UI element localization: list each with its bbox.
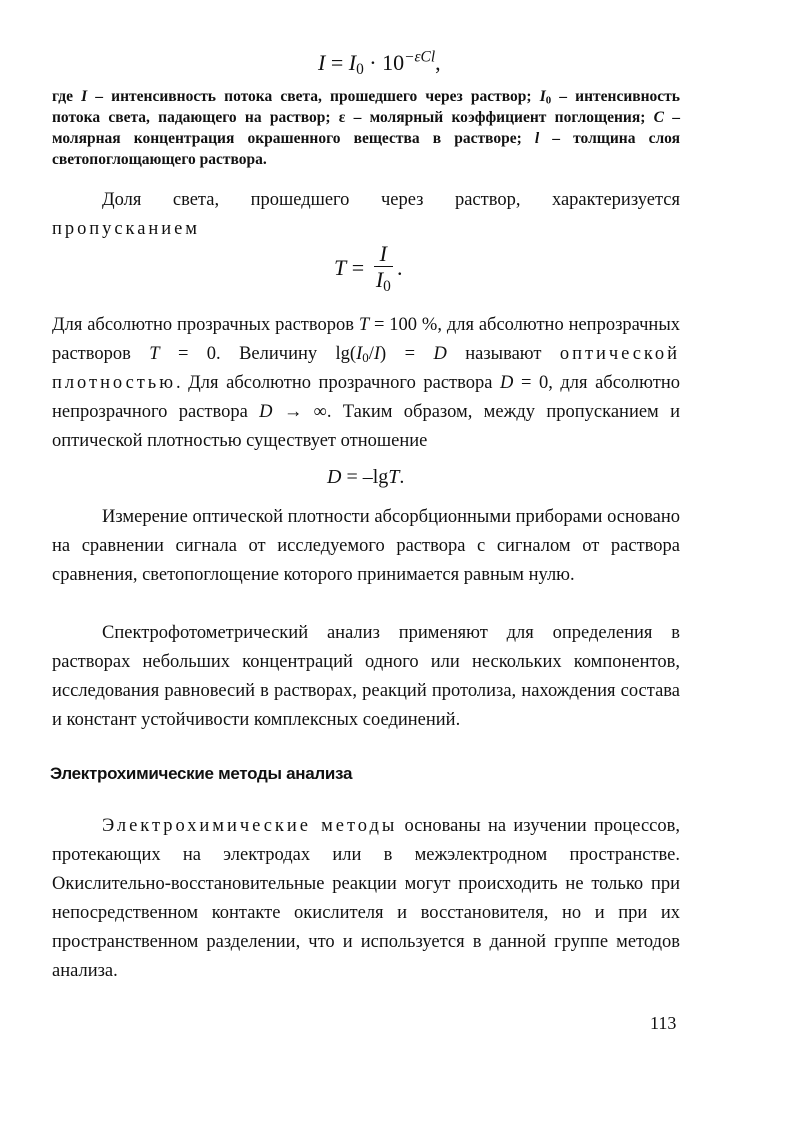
paragraph-transmittance: Доля света, прошедшего через раствор, характеризуется пропусканием	[52, 190, 680, 239]
formula-punct: ,	[435, 50, 441, 75]
density-formula: D = –lgT.	[327, 466, 405, 488]
fraction	[374, 242, 393, 293]
formula-var: I	[348, 50, 357, 75]
section-heading: Электрохимические методы анализа	[50, 764, 353, 783]
transmittance-formula	[334, 242, 403, 293]
paragraph-optical-density: Для абсолютно прозрачных растворов T = 100 %, для абсолютно непрозрачных растворов T = 0. Величину $\lg(I_0/I) = D$ называют оптической плотностью. Для абсолютно прозрачного раствора D = 0, для абсолютно непрозрачного раствора D → ∞. Таким образом, между пропусканием и оптической плотностью существует отношение	[52, 315, 680, 451]
intensity-formula	[318, 50, 441, 76]
paragraph-spectrophotometry: Спектрофотометрический анализ применяют для определения в растворах небольших концентраций одного или нескольких компонентов, исследования равновесий в растворах, реакций протолиза, нахождения состава и констант устойчивости комплексных соединений.	[52, 623, 680, 730]
term-optical-density: оптической плотностью	[52, 344, 680, 393]
page-number: 113	[650, 1013, 677, 1033]
formula-sign: =	[346, 254, 370, 280]
fraction-denominator: $I_0$	[375, 267, 391, 295]
term-electrochemical-methods: Электрохимические методы	[102, 816, 398, 836]
formula-base-ten: · 10	[363, 50, 405, 75]
formula-exponent: −εCl	[404, 48, 436, 66]
variable-definitions: где I – интенсивность потока света, прошедшего через раствор; $I_0$ – интенсивность потока света, падающего на раствор; ε – молярный коэффициент поглощения; C – молярная концентрация окрашенного вещества в растворе; l – толщина слоя светопоглощающего раствора.	[52, 88, 681, 168]
term-transmittance: пропусканием	[52, 219, 200, 239]
formula-var: T	[334, 254, 347, 280]
paragraph-measurement: Измерение оптической плотности абсорбционными приборами основано на сравнении сигнала от исследуемого раствора с сигналом от раствора сравнения, светопоглощение которого принимается равным нулю.	[52, 507, 680, 585]
formula-punct: .	[397, 254, 403, 280]
fraction-numerator: I	[374, 242, 393, 267]
paragraph-electrochemistry: Электрохимические методы основаны на изучении процессов, протекающих на электродах или в межэлектродном пространстве. Окислительно-восстановительные реакции могут происходить не только при непосредственном контакте окислителя и восстановителя, но и при их пространственном разделении, что и используется в данной группе методов анализа.	[52, 816, 680, 981]
formula-sign: =	[325, 50, 349, 75]
formula-var: I	[318, 50, 326, 75]
formula-subscript: 0	[356, 60, 364, 78]
